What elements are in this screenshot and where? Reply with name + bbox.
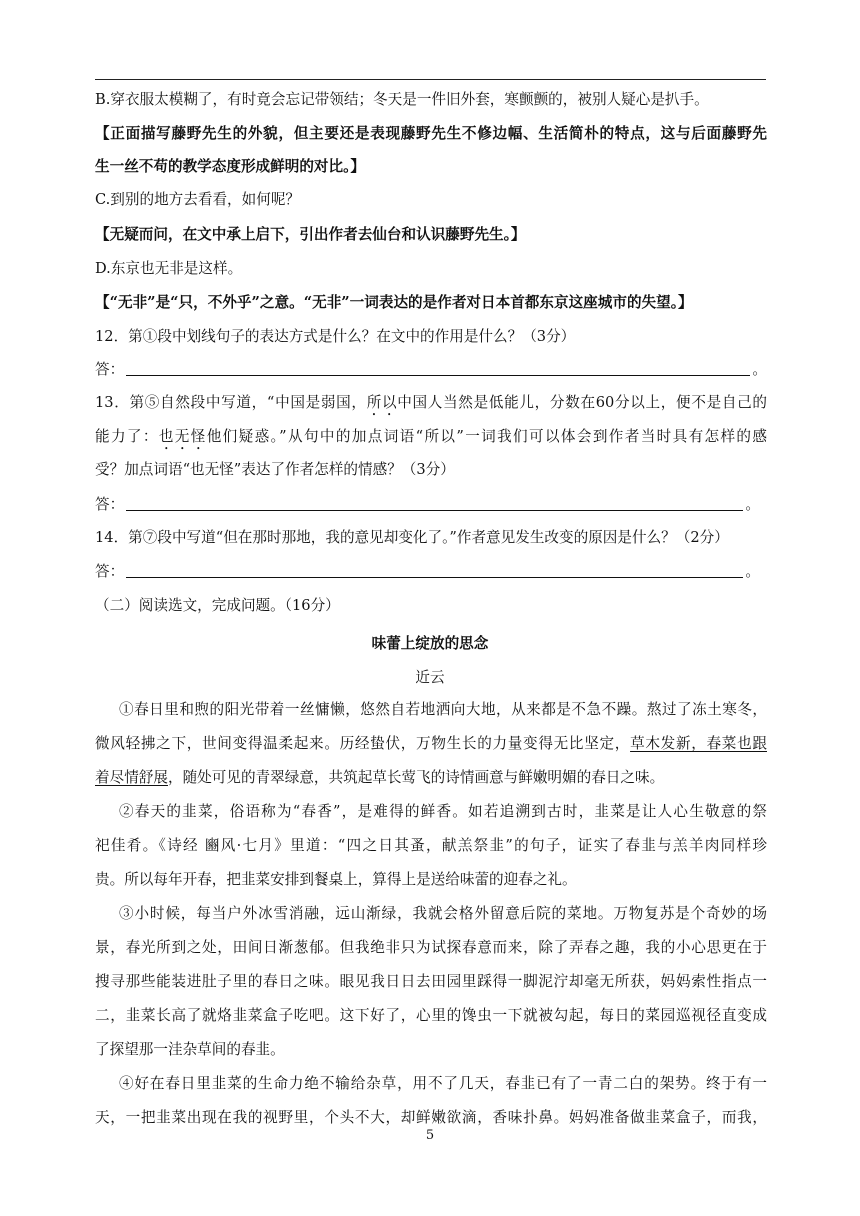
q13-text: 他们疑惑。”从句中的加点词语“所以”一词我们可以体会到作者当时具有怎样的感	[206, 428, 767, 445]
paragraph-4-line-1: ④好在春日里韭菜的生命力绝不输给杂草，用不了几天，春韭已有了一青二白的架势。终于有一	[119, 1075, 767, 1092]
paragraph-3-line-1: ③小时候，每当户外冰雪消融，远山渐绿，我就会格外留意后院的菜地。万物复苏是个奇妙的场	[119, 905, 767, 922]
paragraph-2-line-3: 贵。所以每年开春，把韭菜安排到餐桌上，算得上是送给味蕾的迎春之礼。	[95, 871, 577, 888]
answer-blank[interactable]	[126, 510, 743, 511]
paragraph-2-line-2: 祀佳肴。《诗经 豳风·七月》里道：“四之日其蚤，献羔祭韭”的句子，证实了春韭与羔羊肉同样珍	[95, 837, 767, 854]
header-rule	[95, 79, 766, 80]
page-number: 5	[425, 1128, 435, 1143]
underlined-sentence: 着尽情舒展	[95, 769, 168, 786]
paragraph-3-line-2: 景，春光所到之处，田间日渐葱郁。但我绝非只为试探春意而来，除了弄春之趣，我的小心思更在于	[95, 939, 767, 956]
question-13-line-2	[95, 427, 767, 453]
section-2-heading: （二）阅读选文，完成问题。（16分）	[95, 597, 340, 614]
option-b: B.穿衣服太模糊了，有时竟会忘记带领结；冬天是一件旧外套，寒颤颤的，被别人疑心是扒手。	[95, 91, 709, 108]
question-14: 14．第⑦段中写道“但在那时那地，我的意见却变化了。”作者意见发生改变的原因是什么？（2分）	[95, 529, 729, 546]
answer-period: 。	[745, 563, 760, 580]
passage-author: 近云	[415, 669, 445, 686]
option-c: C.到别的地方去看看，如何呢？	[95, 191, 301, 208]
answer-label: 答：	[95, 496, 125, 513]
q13-text: 中国人当然是低能儿，分数在60分以上，便不是自己的	[397, 394, 767, 411]
answer-period: 。	[745, 496, 760, 513]
answer-line-13[interactable]	[95, 495, 760, 515]
paragraph-1-line-1: ①春日里和煦的阳光带着一丝慵懒，悠然自若地洒向大地，从来都是不急不躁。熬过了冻土寒冬，	[119, 701, 767, 718]
answer-line-12[interactable]	[95, 360, 767, 380]
option-d-note: 【“无非”是“只，不外乎”之意。“无非”一词表达的是作者对日本首都东京这座城市的失望。】	[95, 294, 693, 311]
underlined-sentence: 草木发新，春菜也跟	[630, 735, 767, 752]
option-b-note-line-1: 【正面描写藤野先生的外貌，但主要还是表现藤野先生不修边幅、生活简朴的特点，这与后面藤野先	[95, 125, 767, 142]
answer-blank[interactable]	[126, 577, 743, 578]
p1-text: ，随处可见的青翠绿意，共筑起草长莺飞的诗情画意与鲜嫩明媚的春日之味。	[167, 769, 665, 786]
paragraph-1-line-2	[95, 734, 767, 754]
paragraph-3-line-3: 搜寻那些能装进肚子里的春日之味。眼见我日日去田园里踩得一脚泥泞却毫无所获，妈妈索性指点一	[95, 973, 767, 990]
p1-text: 微风轻拂之下，世间变得温柔起来。历经蛰伏，万物生长的力量变得无比坚定，	[95, 735, 631, 752]
dotted-word-yewuguai: 也无怪	[158, 428, 207, 445]
paragraph-3-line-4: 二，韭菜长高了就烙韭菜盒子吃吧。这下好了，心里的馋虫一下就被勾起，每日的菜园巡视径直变成	[95, 1007, 767, 1024]
paragraph-4-line-2: 天，一把韭菜出现在我的视野里，个头不大，却鲜嫩欲滴，香味扑鼻。妈妈准备做韭菜盒子，而我，	[95, 1109, 767, 1126]
passage-title: 味蕾上绽放的思念	[371, 635, 489, 652]
answer-line-14[interactable]	[95, 562, 760, 582]
option-b-note-line-2: 生一丝不苟的教学态度形成鲜明的对比。】	[95, 158, 365, 175]
question-12: 12．第①段中划线句子的表达方式是什么？在文中的作用是什么？（3分）	[95, 328, 576, 345]
dotted-word-suoyi: 所以	[366, 394, 398, 411]
answer-label: 答：	[95, 563, 125, 580]
paragraph-2-line-1: ②春天的韭菜，俗语称为“春香”，是难得的鲜香。如若追溯到古时，韭菜是让人心生敬意的祭	[119, 803, 767, 820]
answer-blank[interactable]	[126, 375, 750, 376]
q13-text: 能力了：	[95, 428, 159, 445]
answer-label: 答：	[95, 361, 125, 378]
question-13-line-1	[95, 393, 767, 419]
option-c-note: 【无疑而问，在文中承上启下，引出作者去仙台和认识藤野先生。】	[95, 226, 526, 243]
option-d: D.东京也无非是这样。	[95, 260, 243, 277]
answer-period: 。	[752, 361, 767, 378]
paragraph-1-line-3	[95, 768, 767, 788]
q13-text: 13．第⑤自然段中写道，“中国是弱国，	[95, 394, 367, 411]
question-13-line-3: 受？加点词语“也无怪”表达了作者怎样的情感？（3分）	[95, 461, 455, 478]
paragraph-3-line-5: 了探望那一洼杂草间的春韭。	[95, 1041, 285, 1058]
